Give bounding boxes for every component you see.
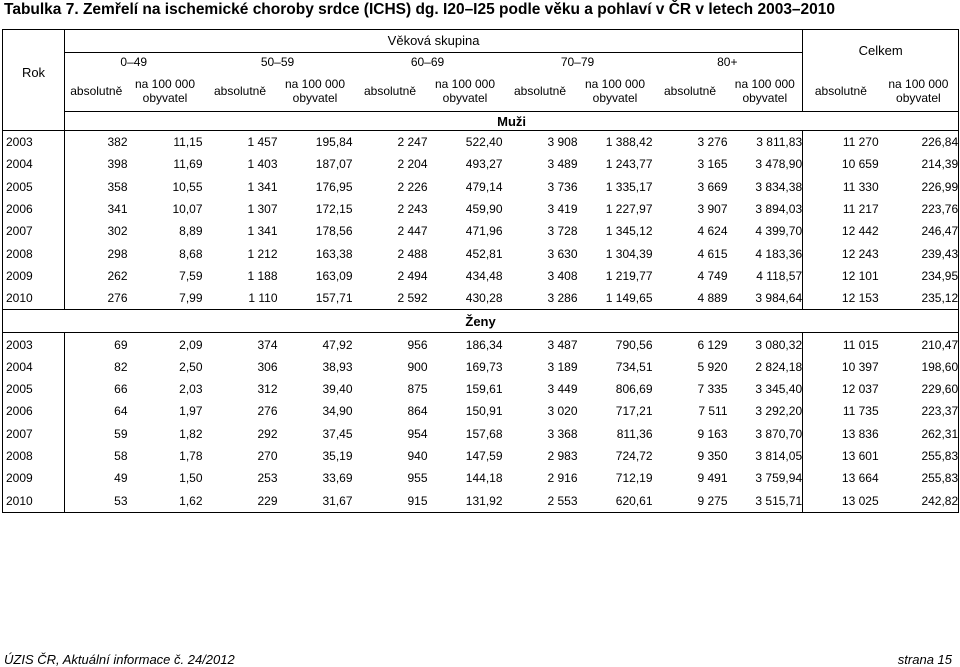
- year-cell: 2010: [3, 489, 65, 512]
- value-cell: 187,07: [315, 157, 353, 172]
- abs-header: absolutně: [65, 71, 128, 112]
- value-cell: 12 243: [803, 242, 879, 264]
- value-cell: 374: [203, 333, 278, 356]
- value-cell: 459,90: [465, 202, 503, 217]
- value-cell: 452,81: [465, 246, 503, 261]
- value-cell: 864: [407, 404, 428, 419]
- value-cell: 2 447: [397, 224, 428, 239]
- value-cell: 306: [257, 359, 278, 374]
- value-cell: 176,95: [315, 179, 353, 194]
- value-cell: 2,03: [179, 382, 203, 397]
- value-cell: 157,68: [465, 426, 503, 441]
- value-cell: 8,68: [179, 246, 203, 261]
- value-cell: 234,95: [879, 265, 959, 287]
- value-cell: 10,55: [172, 179, 203, 194]
- year-cell: 2006: [3, 400, 65, 422]
- value-cell: 3 814,05: [755, 449, 803, 463]
- value-cell: 3 736: [547, 179, 578, 194]
- value-cell: 3 487: [503, 333, 578, 356]
- value-cell: 37,45: [322, 426, 353, 441]
- year-cell: 2009: [3, 265, 65, 287]
- per100k-header: [278, 71, 353, 112]
- value-cell: 341: [65, 198, 128, 220]
- value-cell: 11,69: [173, 157, 203, 172]
- value-cell: 276: [257, 404, 278, 419]
- abs-header: absolutně: [513, 84, 567, 98]
- per100k-line1: na 100 000: [284, 77, 346, 91]
- value-cell: 34,90: [322, 404, 353, 419]
- celkem-header: Celkem: [803, 30, 959, 72]
- per100k-line1: na 100 000: [734, 77, 795, 91]
- value-cell: 9 163: [697, 426, 728, 441]
- value-cell: 38,93: [322, 359, 353, 374]
- value-cell: 229: [203, 489, 278, 512]
- value-cell: 875: [407, 382, 428, 397]
- value-cell: 3 489: [547, 157, 578, 172]
- value-cell: 811,36: [616, 426, 653, 441]
- per100k-line1: na 100 000: [134, 77, 196, 91]
- value-cell: 11 217: [803, 198, 879, 220]
- value-cell: 33,69: [322, 471, 353, 486]
- value-cell: 262: [65, 265, 128, 287]
- per100k-header: [728, 71, 803, 112]
- per100k-line1: na 100 000: [584, 77, 646, 91]
- value-cell: 7,99: [128, 287, 203, 310]
- value-cell: 3 907: [697, 202, 728, 217]
- year-cell: 2007: [3, 423, 65, 445]
- value-cell: 2 592: [353, 287, 428, 310]
- per100k-header: [578, 71, 653, 112]
- value-cell: 3 834,38: [755, 179, 803, 194]
- value-cell: 3 292,20: [755, 404, 803, 419]
- value-cell: 1 341: [247, 179, 278, 194]
- table-row: [3, 356, 959, 378]
- value-cell: 1 149,65: [578, 287, 653, 310]
- value-cell: 35,19: [322, 449, 353, 463]
- per100k-line2: obyvatel: [896, 91, 941, 105]
- value-cell: 223,37: [879, 400, 959, 422]
- year-cell: 2008: [3, 445, 65, 467]
- value-cell: 4 399,70: [755, 224, 803, 239]
- year-cell: 2003: [3, 333, 65, 356]
- value-cell: 1 212: [247, 246, 278, 261]
- year-cell: 2004: [3, 153, 65, 175]
- value-cell: 8,89: [179, 224, 203, 239]
- value-cell: 7 335: [697, 382, 728, 397]
- value-cell: 13 664: [803, 467, 879, 489]
- value-cell: 3 984,64: [728, 287, 803, 310]
- value-cell: 2 488: [397, 246, 428, 261]
- year-cell: 2004: [3, 356, 65, 378]
- section-label-zeny: Ženy: [3, 310, 959, 333]
- table-row: [3, 220, 959, 242]
- value-cell: 717,21: [615, 404, 653, 419]
- value-cell: 3 478,90: [755, 157, 803, 172]
- value-cell: 5 920: [697, 359, 728, 374]
- value-cell: 2 226: [397, 179, 428, 194]
- value-cell: 479,14: [465, 179, 503, 194]
- table-row: [3, 176, 959, 198]
- value-cell: 1 457: [203, 131, 278, 154]
- value-cell: 159,61: [465, 382, 503, 397]
- value-cell: 3 449: [547, 382, 578, 397]
- value-cell: 3 080,32: [728, 333, 803, 356]
- value-cell: 3 811,83: [728, 131, 803, 154]
- group-header: 70–79: [503, 53, 653, 72]
- year-cell: 2007: [3, 220, 65, 242]
- per100k-line2: obyvatel: [742, 91, 788, 105]
- value-cell: 163,09: [315, 268, 353, 283]
- value-cell: 471,96: [465, 224, 503, 239]
- value-cell: 7 511: [698, 404, 728, 419]
- value-cell: 31,67: [278, 489, 353, 512]
- value-cell: 522,40: [428, 131, 503, 154]
- per100k-line2: obyvatel: [292, 91, 338, 105]
- value-cell: 790,56: [578, 333, 653, 356]
- value-cell: 12 442: [803, 220, 879, 242]
- value-cell: 956: [353, 333, 428, 356]
- value-cell: 382: [65, 131, 128, 154]
- table-row: [3, 489, 959, 512]
- abs-header: absolutně: [213, 84, 267, 98]
- value-cell: 131,92: [428, 489, 503, 512]
- value-cell: 195,84: [278, 131, 353, 154]
- value-cell: 12 101: [803, 265, 879, 287]
- value-cell: 9 350: [697, 449, 728, 463]
- value-cell: 13 601: [803, 445, 879, 467]
- value-cell: 1 341: [247, 224, 278, 239]
- value-cell: 186,34: [428, 333, 503, 356]
- value-cell: 6 129: [653, 333, 728, 356]
- year-cell: 2006: [3, 198, 65, 220]
- year-cell: 2009: [3, 467, 65, 489]
- value-cell: 163,38: [315, 246, 353, 261]
- value-cell: 3 276: [653, 131, 728, 154]
- group-header: 60–69: [353, 53, 503, 72]
- value-cell: 1 388,42: [578, 131, 653, 154]
- footer-page: strana 15: [897, 652, 952, 667]
- abs-header: absolutně: [803, 71, 879, 112]
- value-cell: 3 908: [503, 131, 578, 154]
- value-cell: 2 494: [397, 268, 428, 283]
- value-cell: 178,56: [315, 224, 353, 239]
- table-row: [3, 445, 959, 467]
- value-cell: 3 368: [547, 426, 578, 441]
- value-cell: 2,50: [179, 359, 203, 374]
- rok-header: Rok: [3, 30, 65, 131]
- table-row: [3, 198, 959, 220]
- value-cell: 255,83: [879, 467, 959, 489]
- value-cell: 1 243,77: [605, 157, 653, 172]
- value-cell: 147,59: [465, 449, 503, 463]
- value-cell: 10,07: [172, 202, 203, 217]
- value-cell: 734,51: [615, 359, 653, 374]
- value-cell: 1 219,77: [605, 268, 653, 283]
- value-cell: 1 304,39: [605, 246, 653, 261]
- value-cell: 940: [407, 449, 428, 463]
- value-cell: 1,78: [179, 449, 203, 463]
- value-cell: 2 824,18: [755, 359, 803, 374]
- year-cell: 2008: [3, 242, 65, 264]
- value-cell: 226,84: [879, 131, 959, 154]
- value-cell: 13 836: [803, 423, 879, 445]
- per100k-line1: na 100 000: [434, 77, 496, 91]
- value-cell: 9 275: [653, 489, 728, 512]
- table-row: [3, 287, 959, 310]
- value-cell: 262,31: [879, 423, 959, 445]
- value-cell: 1,50: [179, 471, 203, 486]
- value-cell: 2 916: [547, 471, 578, 486]
- value-cell: 1,62: [128, 489, 203, 512]
- table-row: [3, 400, 959, 422]
- value-cell: 172,15: [315, 202, 353, 217]
- value-cell: 2 247: [353, 131, 428, 154]
- table-row: [3, 153, 959, 175]
- value-cell: 144,18: [465, 471, 503, 486]
- table-row: [3, 423, 959, 445]
- value-cell: 3 345,40: [755, 382, 803, 397]
- group-header: 50–59: [203, 53, 353, 72]
- value-cell: 11 330: [803, 176, 879, 198]
- value-cell: 3 894,03: [755, 202, 803, 217]
- group-header: 0–49: [65, 53, 203, 72]
- value-cell: 1 403: [247, 157, 278, 172]
- table-row: [3, 242, 959, 264]
- vekova-skupina-header: Věková skupina: [65, 30, 803, 53]
- value-cell: 255,83: [879, 445, 959, 467]
- value-cell: 4 118,57: [756, 268, 803, 283]
- value-cell: 1 188: [247, 268, 278, 283]
- per100k-line2: obyvatel: [592, 91, 638, 105]
- value-cell: 276: [65, 287, 128, 310]
- value-cell: 3 419: [547, 202, 578, 217]
- value-cell: 493,27: [465, 157, 503, 172]
- value-cell: 39,40: [322, 382, 353, 397]
- value-cell: 12 037: [803, 378, 879, 400]
- value-cell: 4 183,36: [755, 246, 803, 261]
- value-cell: 3 870,70: [755, 426, 803, 441]
- value-cell: 4 749: [697, 268, 728, 283]
- value-cell: 430,28: [428, 287, 503, 310]
- value-cell: 82: [65, 356, 128, 378]
- value-cell: 11 015: [803, 333, 879, 356]
- value-cell: 229,60: [879, 378, 959, 400]
- table-row: [3, 467, 959, 489]
- value-cell: 157,71: [278, 287, 353, 310]
- value-cell: 1 307: [247, 202, 278, 217]
- value-cell: 3 759,94: [755, 471, 803, 486]
- value-cell: 292: [257, 426, 278, 441]
- footer-source: ÚZIS ČR, Aktuální informace č. 24/2012: [4, 652, 235, 667]
- value-cell: 298: [65, 242, 128, 264]
- value-cell: 3 630: [547, 246, 578, 261]
- value-cell: 2 983: [547, 449, 578, 463]
- value-cell: 53: [65, 489, 128, 512]
- value-cell: 4 889: [653, 287, 728, 310]
- value-cell: 3 189: [547, 359, 578, 374]
- value-cell: 270: [257, 449, 278, 463]
- value-cell: 3 728: [547, 224, 578, 239]
- value-cell: 242,82: [879, 489, 959, 512]
- per100k-header: [428, 71, 503, 112]
- section-label-muzi: Muži: [65, 112, 959, 131]
- value-cell: 712,19: [615, 471, 653, 486]
- value-cell: 150,91: [465, 404, 503, 419]
- value-cell: 900: [407, 359, 428, 374]
- value-cell: 11 735: [803, 400, 879, 422]
- table-row: [3, 131, 959, 154]
- value-cell: 12 153: [803, 287, 879, 310]
- per100k-line2: obyvatel: [142, 91, 188, 105]
- table-row: [3, 333, 959, 356]
- year-cell: 2003: [3, 131, 65, 154]
- value-cell: 64: [65, 400, 128, 422]
- value-cell: 4 624: [697, 224, 728, 239]
- value-cell: 4 615: [697, 246, 728, 261]
- value-cell: 2,09: [128, 333, 203, 356]
- value-cell: 434,48: [465, 268, 503, 283]
- per100k-line2: obyvatel: [442, 91, 488, 105]
- year-cell: 2005: [3, 176, 65, 198]
- value-cell: 210,47: [879, 333, 959, 356]
- value-cell: 59: [65, 423, 128, 445]
- value-cell: 724,72: [615, 449, 653, 463]
- year-cell: 2010: [3, 287, 65, 310]
- value-cell: 955: [407, 471, 428, 486]
- per100k-header: [128, 71, 203, 112]
- table-row: [3, 378, 959, 400]
- value-cell: 312: [257, 382, 278, 397]
- value-cell: 235,12: [879, 287, 959, 310]
- value-cell: 1 345,12: [605, 224, 653, 239]
- value-cell: 3 020: [547, 404, 578, 419]
- value-cell: 3 286: [503, 287, 578, 310]
- value-cell: 69: [65, 333, 128, 356]
- value-cell: 7,59: [179, 268, 203, 283]
- value-cell: 66: [65, 378, 128, 400]
- value-cell: 1,97: [179, 404, 203, 419]
- data-table: [2, 29, 959, 513]
- value-cell: 10 397: [803, 356, 879, 378]
- value-cell: 10 659: [803, 153, 879, 175]
- value-cell: 253: [257, 471, 278, 486]
- value-cell: 806,69: [615, 382, 653, 397]
- year-cell: 2005: [3, 378, 65, 400]
- per100k-line1: na 100 000: [888, 77, 949, 91]
- group-header: 80+: [653, 53, 803, 72]
- value-cell: 2 553: [503, 489, 578, 512]
- value-cell: 47,92: [278, 333, 353, 356]
- table-row: [3, 265, 959, 287]
- value-cell: 302: [65, 220, 128, 242]
- value-cell: 3 408: [547, 268, 578, 283]
- value-cell: 915: [353, 489, 428, 512]
- abs-header: absolutně: [663, 84, 717, 98]
- value-cell: 223,76: [879, 198, 959, 220]
- value-cell: 13 025: [803, 489, 879, 512]
- value-cell: 9 491: [697, 471, 728, 486]
- value-cell: 2 204: [397, 157, 428, 172]
- value-cell: 49: [65, 467, 128, 489]
- value-cell: 358: [65, 176, 128, 198]
- value-cell: 239,43: [879, 242, 959, 264]
- value-cell: 11,15: [128, 131, 203, 154]
- value-cell: 246,47: [879, 220, 959, 242]
- value-cell: 198,60: [879, 356, 959, 378]
- value-cell: 620,61: [578, 489, 653, 512]
- value-cell: 3 515,71: [728, 489, 803, 512]
- value-cell: 214,39: [879, 153, 959, 175]
- value-cell: 1 227,97: [605, 202, 653, 217]
- value-cell: 1 110: [203, 287, 278, 310]
- value-cell: 398: [65, 153, 128, 175]
- value-cell: 2 243: [397, 202, 428, 217]
- value-cell: 954: [407, 426, 428, 441]
- table-title: Tabulka 7. Zemřelí na ischemické choroby srdce (ICHS) dg. I20–I25 podle věku a pohlaví v ČR v letech 2003–2010: [4, 1, 836, 18]
- value-cell: 3 165: [697, 157, 728, 172]
- value-cell: 1,82: [179, 426, 203, 441]
- value-cell: 226,99: [879, 176, 959, 198]
- value-cell: 3 669: [697, 179, 728, 194]
- per100k-header: [879, 71, 959, 112]
- abs-header: absolutně: [363, 84, 417, 98]
- value-cell: 58: [65, 445, 128, 467]
- value-cell: 169,73: [465, 359, 503, 374]
- value-cell: 1 335,17: [605, 179, 653, 194]
- value-cell: 11 270: [803, 131, 879, 154]
